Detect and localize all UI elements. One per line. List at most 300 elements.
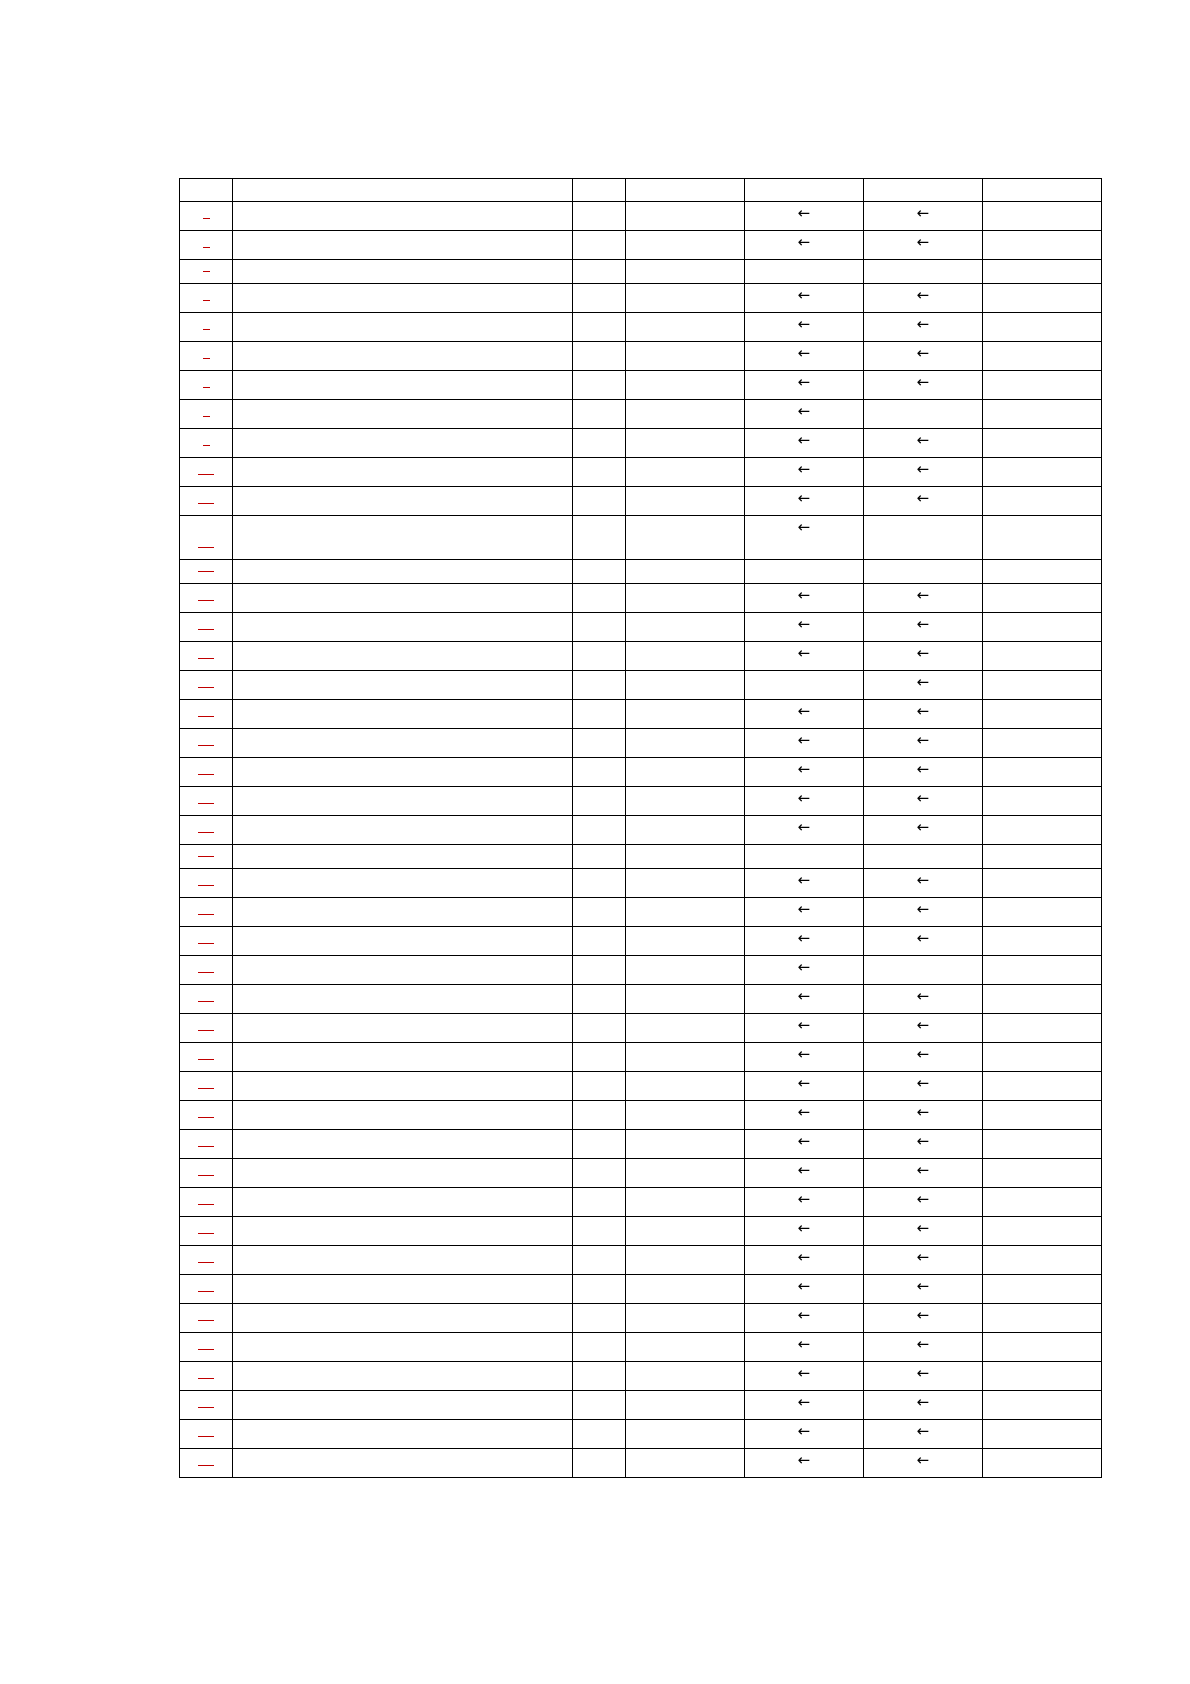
table-cell xyxy=(626,1130,745,1159)
table-cell xyxy=(233,487,573,516)
table-cell xyxy=(233,284,573,313)
table-cell xyxy=(864,1304,983,1333)
left-arrow-icon: ← xyxy=(797,460,811,478)
row-link-mark[interactable] xyxy=(198,832,214,833)
table-cell xyxy=(180,1362,233,1391)
table-cell xyxy=(573,1246,626,1275)
left-arrow-icon: ← xyxy=(797,233,811,251)
table-cell xyxy=(180,1391,233,1420)
left-arrow-icon: ← xyxy=(916,1074,930,1092)
table-cell xyxy=(864,458,983,487)
table-cell xyxy=(864,1101,983,1130)
row-link-mark[interactable] xyxy=(198,1175,214,1176)
left-arrow-icon: ← xyxy=(797,586,811,604)
row-link-mark[interactable] xyxy=(198,600,214,601)
table-cell xyxy=(864,787,983,816)
row-link-mark[interactable] xyxy=(198,1088,214,1089)
table-cell xyxy=(573,458,626,487)
table-cell xyxy=(745,729,864,758)
table-cell xyxy=(626,956,745,985)
table-cell xyxy=(573,700,626,729)
left-arrow-icon: ← xyxy=(916,644,930,662)
table-cell xyxy=(180,1304,233,1333)
table-cell xyxy=(626,1362,745,1391)
table-row xyxy=(180,758,1102,787)
table-cell xyxy=(626,458,745,487)
table-cell xyxy=(983,845,1102,869)
table-cell xyxy=(626,1072,745,1101)
table-row xyxy=(180,787,1102,816)
table-cell xyxy=(983,284,1102,313)
table-cell xyxy=(745,985,864,1014)
table-cell xyxy=(233,1420,573,1449)
table-cell xyxy=(626,487,745,516)
table-cell xyxy=(180,927,233,956)
table-row xyxy=(180,1043,1102,1072)
left-arrow-icon: ← xyxy=(916,1161,930,1179)
table-row xyxy=(180,956,1102,985)
table-cell xyxy=(983,1362,1102,1391)
table-cell xyxy=(626,845,745,869)
table-cell xyxy=(233,845,573,869)
table-cell xyxy=(573,1072,626,1101)
table-cell xyxy=(745,260,864,284)
table-cell xyxy=(180,1275,233,1304)
table-cell xyxy=(573,560,626,584)
table-cell xyxy=(745,584,864,613)
table-cell xyxy=(864,429,983,458)
table-cell xyxy=(626,700,745,729)
left-arrow-icon: ← xyxy=(916,315,930,333)
table-cell xyxy=(983,1188,1102,1217)
table-cell xyxy=(864,313,983,342)
table-row xyxy=(180,845,1102,869)
row-link-mark[interactable] xyxy=(198,1001,214,1002)
table-row xyxy=(180,1362,1102,1391)
row-link-mark[interactable] xyxy=(198,503,214,504)
table-row xyxy=(180,1391,1102,1420)
table-cell xyxy=(626,1275,745,1304)
table-cell xyxy=(745,1362,864,1391)
left-arrow-icon: ← xyxy=(916,1364,930,1382)
table-cell xyxy=(180,1101,233,1130)
table-cell xyxy=(626,1217,745,1246)
table-cell xyxy=(864,985,983,1014)
row-link-mark[interactable] xyxy=(198,1465,214,1466)
table-cell xyxy=(180,729,233,758)
table-cell xyxy=(573,1304,626,1333)
table-cell xyxy=(573,1043,626,1072)
table-cell xyxy=(745,1304,864,1333)
table-cell xyxy=(864,342,983,371)
row-link-mark[interactable] xyxy=(198,474,214,475)
table-cell xyxy=(180,845,233,869)
table-cell xyxy=(983,1072,1102,1101)
table-cell xyxy=(864,758,983,787)
row-link-mark[interactable] xyxy=(198,716,214,717)
table-cell xyxy=(573,1362,626,1391)
table-cell xyxy=(233,1159,573,1188)
table-row xyxy=(180,700,1102,729)
left-arrow-icon: ← xyxy=(916,673,930,691)
left-arrow-icon: ← xyxy=(797,789,811,807)
table-row xyxy=(180,371,1102,400)
table-body xyxy=(180,179,1102,1478)
table-row xyxy=(180,1449,1102,1478)
left-arrow-icon: ← xyxy=(797,1219,811,1237)
table-cell xyxy=(626,869,745,898)
table-cell xyxy=(573,313,626,342)
table-cell xyxy=(233,729,573,758)
row-link-mark[interactable] xyxy=(198,687,214,688)
table-cell xyxy=(180,1014,233,1043)
table-cell xyxy=(745,671,864,700)
table-cell xyxy=(626,342,745,371)
table-row xyxy=(180,1188,1102,1217)
table-cell xyxy=(626,1188,745,1217)
row-link-mark[interactable] xyxy=(198,1291,214,1292)
table-cell xyxy=(745,1217,864,1246)
table-cell xyxy=(233,1246,573,1275)
table-cell xyxy=(233,1014,573,1043)
table-cell xyxy=(983,787,1102,816)
left-arrow-icon: ← xyxy=(916,344,930,362)
table-cell xyxy=(983,927,1102,956)
table-cell xyxy=(233,202,573,231)
row-link-mark[interactable] xyxy=(203,271,210,272)
table-cell xyxy=(864,1188,983,1217)
table-row xyxy=(180,516,1102,560)
left-arrow-icon: ← xyxy=(797,1190,811,1208)
row-link-mark[interactable] xyxy=(198,885,214,886)
table-row xyxy=(180,642,1102,671)
row-link-mark[interactable] xyxy=(198,972,214,973)
table-cell xyxy=(573,429,626,458)
row-link-mark[interactable] xyxy=(203,300,210,301)
row-link-mark[interactable] xyxy=(198,1204,214,1205)
table-cell xyxy=(626,400,745,429)
table-cell xyxy=(233,342,573,371)
table-cell xyxy=(233,1130,573,1159)
left-arrow-icon: ← xyxy=(797,1335,811,1353)
table-cell xyxy=(864,729,983,758)
table-cell xyxy=(864,816,983,845)
table-cell xyxy=(626,260,745,284)
table-cell xyxy=(180,371,233,400)
table-cell xyxy=(864,1275,983,1304)
table-cell xyxy=(864,845,983,869)
table-cell xyxy=(626,202,745,231)
left-arrow-icon: ← xyxy=(797,1451,811,1469)
table-cell xyxy=(983,729,1102,758)
table-cell xyxy=(864,1130,983,1159)
table-cell xyxy=(233,1362,573,1391)
table-cell xyxy=(180,985,233,1014)
table-cell xyxy=(573,1449,626,1478)
row-link-mark[interactable] xyxy=(203,218,210,219)
row-link-mark[interactable] xyxy=(198,943,214,944)
table-cell xyxy=(573,787,626,816)
left-arrow-icon: ← xyxy=(797,1364,811,1382)
left-arrow-icon: ← xyxy=(797,1016,811,1034)
table-cell xyxy=(233,1333,573,1362)
left-arrow-icon: ← xyxy=(916,702,930,720)
row-link-mark[interactable] xyxy=(198,914,214,915)
table-cell xyxy=(573,613,626,642)
table-row xyxy=(180,1246,1102,1275)
row-link-mark[interactable] xyxy=(198,856,214,857)
row-link-mark[interactable] xyxy=(198,658,214,659)
left-arrow-icon: ← xyxy=(916,1451,930,1469)
table-cell xyxy=(180,429,233,458)
row-link-mark[interactable] xyxy=(203,329,210,330)
table-cell xyxy=(864,487,983,516)
table-row xyxy=(180,560,1102,584)
table-cell xyxy=(983,516,1102,560)
table-cell xyxy=(745,700,864,729)
table-cell xyxy=(626,898,745,927)
table-cell xyxy=(233,516,573,560)
left-arrow-icon: ← xyxy=(797,489,811,507)
table-cell xyxy=(745,1130,864,1159)
table-row xyxy=(180,1275,1102,1304)
table-cell xyxy=(983,231,1102,260)
table-cell xyxy=(626,985,745,1014)
table-cell xyxy=(983,671,1102,700)
table-cell xyxy=(864,700,983,729)
left-arrow-icon: ← xyxy=(916,1248,930,1266)
left-arrow-icon: ← xyxy=(916,1335,930,1353)
table-cell xyxy=(626,231,745,260)
row-link-mark[interactable] xyxy=(198,629,214,630)
table-cell xyxy=(983,487,1102,516)
table-cell xyxy=(864,1043,983,1072)
table-cell xyxy=(626,1449,745,1478)
row-link-mark[interactable] xyxy=(198,1262,214,1263)
table-cell xyxy=(626,1420,745,1449)
table-cell xyxy=(233,869,573,898)
left-arrow-icon: ← xyxy=(797,1393,811,1411)
table-cell xyxy=(745,1333,864,1362)
left-arrow-icon: ← xyxy=(916,731,930,749)
table-cell xyxy=(983,260,1102,284)
left-arrow-icon: ← xyxy=(916,987,930,1005)
table-cell xyxy=(626,642,745,671)
table-cell xyxy=(180,231,233,260)
left-arrow-icon: ← xyxy=(916,204,930,222)
table-cell xyxy=(983,584,1102,613)
header-cell xyxy=(180,179,233,202)
table-cell xyxy=(864,231,983,260)
row-link-mark[interactable] xyxy=(198,1378,214,1379)
left-arrow-icon: ← xyxy=(916,1306,930,1324)
table-cell xyxy=(233,787,573,816)
table-cell xyxy=(983,985,1102,1014)
table-cell xyxy=(983,1304,1102,1333)
table-cell xyxy=(745,458,864,487)
left-arrow-icon: ← xyxy=(916,1132,930,1150)
table-row xyxy=(180,231,1102,260)
table-cell xyxy=(864,1362,983,1391)
left-arrow-icon: ← xyxy=(797,1161,811,1179)
row-link-mark[interactable] xyxy=(203,416,210,417)
table-row xyxy=(180,458,1102,487)
table-cell xyxy=(180,1449,233,1478)
table-row xyxy=(180,1101,1102,1130)
table-cell xyxy=(573,400,626,429)
table-cell xyxy=(573,898,626,927)
table-cell xyxy=(745,1391,864,1420)
table-cell xyxy=(233,429,573,458)
row-link-mark[interactable] xyxy=(198,803,214,804)
row-link-mark[interactable] xyxy=(203,445,210,446)
table-cell xyxy=(983,869,1102,898)
table-row xyxy=(180,1014,1102,1043)
table-cell xyxy=(573,927,626,956)
left-arrow-icon: ← xyxy=(916,1016,930,1034)
table-cell xyxy=(745,1101,864,1130)
table-cell xyxy=(864,284,983,313)
row-link-mark[interactable] xyxy=(198,547,214,548)
left-arrow-icon: ← xyxy=(797,402,811,420)
row-link-mark[interactable] xyxy=(198,1320,214,1321)
table-cell xyxy=(983,642,1102,671)
table-cell xyxy=(573,671,626,700)
header-cell xyxy=(745,179,864,202)
table-cell xyxy=(864,1072,983,1101)
table-cell xyxy=(626,1246,745,1275)
table-cell xyxy=(983,560,1102,584)
row-link-mark[interactable] xyxy=(198,1349,214,1350)
row-link-mark[interactable] xyxy=(198,1117,214,1118)
table-cell xyxy=(983,700,1102,729)
row-link-mark[interactable] xyxy=(198,1146,214,1147)
table-cell xyxy=(573,284,626,313)
row-link-mark[interactable] xyxy=(198,1233,214,1234)
table-cell xyxy=(983,1130,1102,1159)
left-arrow-icon: ← xyxy=(916,1393,930,1411)
table-cell xyxy=(983,1043,1102,1072)
table-cell xyxy=(745,231,864,260)
table-cell xyxy=(745,956,864,985)
table-cell xyxy=(745,429,864,458)
table-cell xyxy=(745,758,864,787)
left-arrow-icon: ← xyxy=(797,929,811,947)
table-cell xyxy=(983,1217,1102,1246)
table-cell xyxy=(233,260,573,284)
table-row xyxy=(180,613,1102,642)
table-cell xyxy=(180,671,233,700)
table-cell xyxy=(983,956,1102,985)
table-cell xyxy=(180,342,233,371)
table-cell xyxy=(745,487,864,516)
table-cell xyxy=(573,845,626,869)
table-cell xyxy=(626,671,745,700)
table-cell xyxy=(626,816,745,845)
table-cell xyxy=(626,584,745,613)
table-cell xyxy=(180,1246,233,1275)
left-arrow-icon: ← xyxy=(797,315,811,333)
header-cell xyxy=(626,179,745,202)
table-cell xyxy=(180,1188,233,1217)
table-cell xyxy=(983,1275,1102,1304)
table-row xyxy=(180,487,1102,516)
table-row xyxy=(180,1072,1102,1101)
header-cell xyxy=(864,179,983,202)
table-cell xyxy=(745,342,864,371)
table-cell xyxy=(626,284,745,313)
table-row xyxy=(180,400,1102,429)
left-arrow-icon: ← xyxy=(916,871,930,889)
table-row xyxy=(180,1304,1102,1333)
table-cell xyxy=(233,816,573,845)
left-arrow-icon: ← xyxy=(797,1248,811,1266)
table-cell xyxy=(745,202,864,231)
table-cell xyxy=(745,1014,864,1043)
table-cell xyxy=(864,898,983,927)
table-cell xyxy=(745,642,864,671)
table-cell xyxy=(573,1217,626,1246)
table-cell xyxy=(233,313,573,342)
row-link-mark[interactable] xyxy=(198,745,214,746)
table-cell xyxy=(983,202,1102,231)
table-cell xyxy=(233,1188,573,1217)
left-arrow-icon: ← xyxy=(797,1132,811,1150)
table-cell xyxy=(573,487,626,516)
table-cell xyxy=(745,371,864,400)
table-cell xyxy=(573,231,626,260)
table-cell xyxy=(626,729,745,758)
table-cell xyxy=(983,1420,1102,1449)
table-cell xyxy=(864,642,983,671)
table-cell xyxy=(864,260,983,284)
table-cell xyxy=(233,1217,573,1246)
table-cell xyxy=(573,956,626,985)
table-cell xyxy=(626,927,745,956)
table-cell xyxy=(864,1217,983,1246)
table-cell xyxy=(233,1304,573,1333)
table-cell xyxy=(983,816,1102,845)
row-link-mark[interactable] xyxy=(198,1030,214,1031)
row-link-mark[interactable] xyxy=(198,571,214,572)
table-cell xyxy=(573,642,626,671)
row-link-mark[interactable] xyxy=(198,1059,214,1060)
row-link-mark[interactable] xyxy=(198,774,214,775)
left-arrow-icon: ← xyxy=(916,586,930,604)
left-arrow-icon: ← xyxy=(916,900,930,918)
table-cell xyxy=(573,342,626,371)
table-cell xyxy=(233,927,573,956)
table-cell xyxy=(233,584,573,613)
table-cell xyxy=(864,1014,983,1043)
table-cell xyxy=(983,898,1102,927)
left-arrow-icon: ← xyxy=(797,1306,811,1324)
table-row xyxy=(180,927,1102,956)
row-link-mark[interactable] xyxy=(203,247,210,248)
row-link-mark[interactable] xyxy=(198,1407,214,1408)
left-arrow-icon: ← xyxy=(916,233,930,251)
table-cell xyxy=(180,400,233,429)
table-cell xyxy=(626,313,745,342)
table-cell xyxy=(745,613,864,642)
row-link-mark[interactable] xyxy=(203,387,210,388)
table-cell xyxy=(864,1246,983,1275)
table-cell xyxy=(983,1333,1102,1362)
left-arrow-icon: ← xyxy=(916,818,930,836)
table-cell xyxy=(745,284,864,313)
row-link-mark[interactable] xyxy=(198,1436,214,1437)
row-link-mark[interactable] xyxy=(203,358,210,359)
